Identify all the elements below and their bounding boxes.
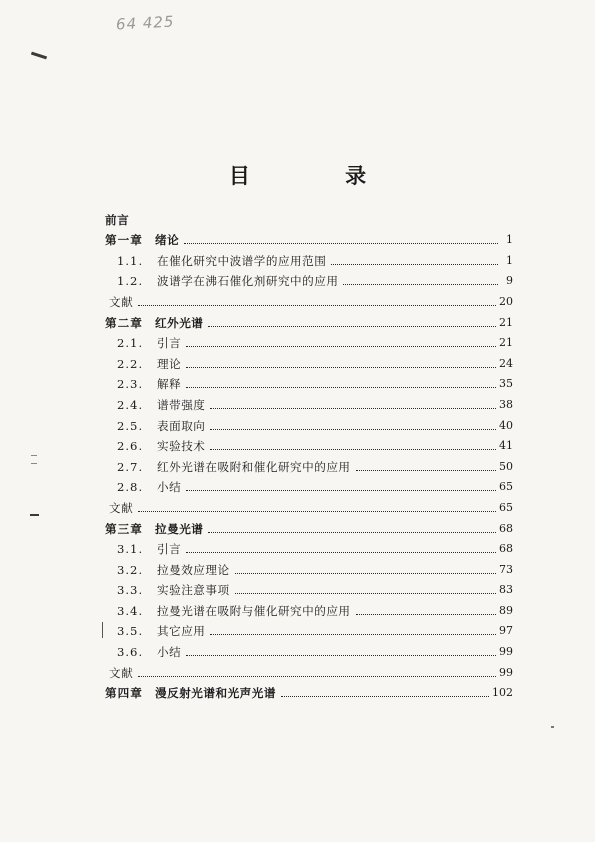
dot-leader — [186, 655, 496, 656]
toc-page-number: 20 — [499, 294, 513, 308]
toc-page-number: 9 — [506, 274, 513, 288]
toc-entry-number: 2.1. — [117, 336, 144, 351]
table-of-contents — [105, 206, 513, 700]
toc-page-number: 97 — [499, 624, 513, 638]
toc-page-number: 40 — [499, 418, 513, 432]
dot-leader — [356, 614, 496, 615]
dot-leader — [210, 408, 496, 409]
toc-entry-label: 谱带强度 — [157, 397, 206, 412]
toc-entry-label: 文献 — [109, 294, 134, 309]
toc-section-row — [105, 618, 513, 639]
toc-page-number: 73 — [499, 562, 513, 576]
dot-leader — [184, 243, 498, 244]
toc-references-row — [105, 494, 513, 515]
toc-entry-label: 实验技术 — [157, 439, 206, 454]
dot-leader — [186, 552, 496, 553]
toc-page-number: 38 — [499, 397, 513, 411]
toc-section-row — [105, 268, 513, 289]
dot-leader — [235, 593, 496, 594]
toc-page-number: 65 — [499, 500, 513, 514]
toc-page-number: 50 — [499, 459, 513, 473]
scan-mark-right — [551, 726, 554, 728]
dot-leader — [331, 264, 498, 265]
scan-archive-number: 64 425 — [115, 12, 175, 34]
scan-mark-left-1 — [31, 455, 37, 456]
dot-leader — [210, 429, 496, 430]
toc-chapter-row — [105, 309, 513, 330]
toc-entry-label: 文献 — [109, 500, 134, 515]
scan-mark-left-2 — [31, 463, 37, 464]
toc-entry-number: 1.1. — [117, 253, 144, 268]
toc-entry-label: 小结 — [157, 480, 182, 495]
toc-references-row — [105, 659, 513, 680]
dot-leader — [138, 305, 496, 306]
toc-entry-number: 1.2. — [117, 274, 144, 289]
dot-leader — [186, 367, 496, 368]
toc-entry-number: 3.3. — [117, 583, 144, 598]
toc-entry-number: 3.1. — [117, 542, 144, 557]
toc-page-number: 41 — [499, 439, 513, 453]
toc-page-number: 83 — [499, 583, 513, 597]
toc-entry-number: 2.8. — [117, 480, 144, 495]
toc-section-row — [105, 391, 513, 412]
toc-page-number: 35 — [499, 377, 513, 391]
toc-section-row — [105, 577, 513, 598]
toc-entry-label: 拉曼光谱在吸附与催化研究中的应用 — [157, 603, 351, 618]
toc-entry-label: 拉曼光谱 — [155, 521, 204, 536]
toc-section-row — [105, 247, 513, 268]
toc-entry-label: 红外光谱 — [155, 315, 204, 330]
toc-entry-label: 理论 — [157, 356, 182, 371]
toc-section-row — [105, 474, 513, 495]
toc-chapter-row — [105, 515, 513, 536]
page-title: 目 录 — [228, 163, 411, 188]
toc-entry-label: 波谱学在沸石催化剂研究中的应用 — [157, 274, 339, 289]
toc-entry-number: 3.6. — [117, 645, 144, 660]
toc-chapter-row — [105, 227, 513, 248]
toc-page-number: 99 — [499, 645, 513, 659]
dot-leader — [343, 284, 498, 285]
toc-page-number: 24 — [499, 356, 513, 370]
toc-entry-number: 3.4. — [117, 603, 144, 618]
toc-entry-label: 小结 — [157, 645, 182, 660]
toc-entry-label: 前言 — [105, 212, 130, 227]
toc-entry-label: 在催化研究中波谱学的应用范围 — [157, 253, 327, 268]
toc-entry-number: 2.6. — [117, 439, 144, 454]
scan-mark-top-left — [31, 52, 47, 60]
dot-leader — [186, 346, 496, 347]
dot-leader — [186, 490, 496, 491]
toc-section-row — [105, 638, 513, 659]
toc-entry-number: 3.2. — [117, 562, 144, 577]
toc-page-number: 1 — [506, 233, 513, 247]
toc-chapter-row — [105, 206, 513, 227]
toc-entry-number: 第三章 — [105, 521, 143, 536]
toc-entry-label: 红外光谱在吸附和催化研究中的应用 — [157, 459, 351, 474]
dot-leader — [138, 511, 496, 512]
toc-entry-label: 表面取向 — [157, 418, 206, 433]
toc-section-row — [105, 350, 513, 371]
toc-section-row — [105, 536, 513, 557]
toc-section-row — [105, 371, 513, 392]
toc-entry-label: 拉曼效应理论 — [157, 562, 230, 577]
scan-mark-left-3 — [30, 514, 39, 516]
toc-section-row — [105, 556, 513, 577]
toc-entry-number: 第四章 — [105, 686, 143, 701]
toc-entry-label: 绪论 — [155, 233, 180, 248]
dot-leader — [138, 676, 496, 677]
dot-leader — [356, 470, 496, 471]
toc-entry-number: 2.4. — [117, 397, 144, 412]
toc-section-row — [105, 597, 513, 618]
toc-entry-label: 引言 — [157, 542, 182, 557]
dot-leader — [186, 387, 496, 388]
toc-entry-label: 漫反射光谱和光声光谱 — [155, 686, 276, 701]
dot-leader — [210, 449, 496, 450]
dot-leader — [235, 573, 496, 574]
toc-chapter-row — [105, 680, 513, 701]
toc-entry-number: 2.3. — [117, 377, 144, 392]
toc-section-row — [105, 453, 513, 474]
toc-entry-number: 2.2. — [117, 356, 144, 371]
toc-entry-label: 其它应用 — [157, 624, 206, 639]
toc-entry-label: 文献 — [109, 665, 134, 680]
toc-references-row — [105, 288, 513, 309]
toc-page-number: 21 — [499, 336, 513, 350]
dot-leader — [281, 696, 489, 697]
toc-page-number: 68 — [499, 542, 513, 556]
toc-page-number: 1 — [506, 253, 513, 267]
dot-leader — [208, 532, 496, 533]
dot-leader — [208, 326, 496, 327]
toc-entry-number: 2.5. — [117, 418, 144, 433]
toc-page-number: 102 — [492, 686, 513, 700]
toc-section-row — [105, 433, 513, 454]
toc-entry-label: 实验注意事项 — [157, 583, 230, 598]
toc-page-number: 68 — [499, 521, 513, 535]
dot-leader — [210, 634, 496, 635]
toc-section-row — [105, 330, 513, 351]
toc-entry-number: 第一章 — [105, 233, 143, 248]
toc-entry-number: 2.7. — [117, 459, 144, 474]
toc-entry-label: 解释 — [157, 377, 182, 392]
toc-page-number: 99 — [499, 665, 513, 679]
scan-mark-left-4 — [102, 622, 103, 638]
toc-entry-number: 第二章 — [105, 315, 143, 330]
toc-page-number: 89 — [499, 603, 513, 617]
toc-entry-number: 3.5. — [117, 624, 144, 639]
toc-section-row — [105, 412, 513, 433]
toc-page-number: 21 — [499, 315, 513, 329]
toc-page-number: 65 — [499, 480, 513, 494]
toc-entry-label: 引言 — [157, 336, 182, 351]
